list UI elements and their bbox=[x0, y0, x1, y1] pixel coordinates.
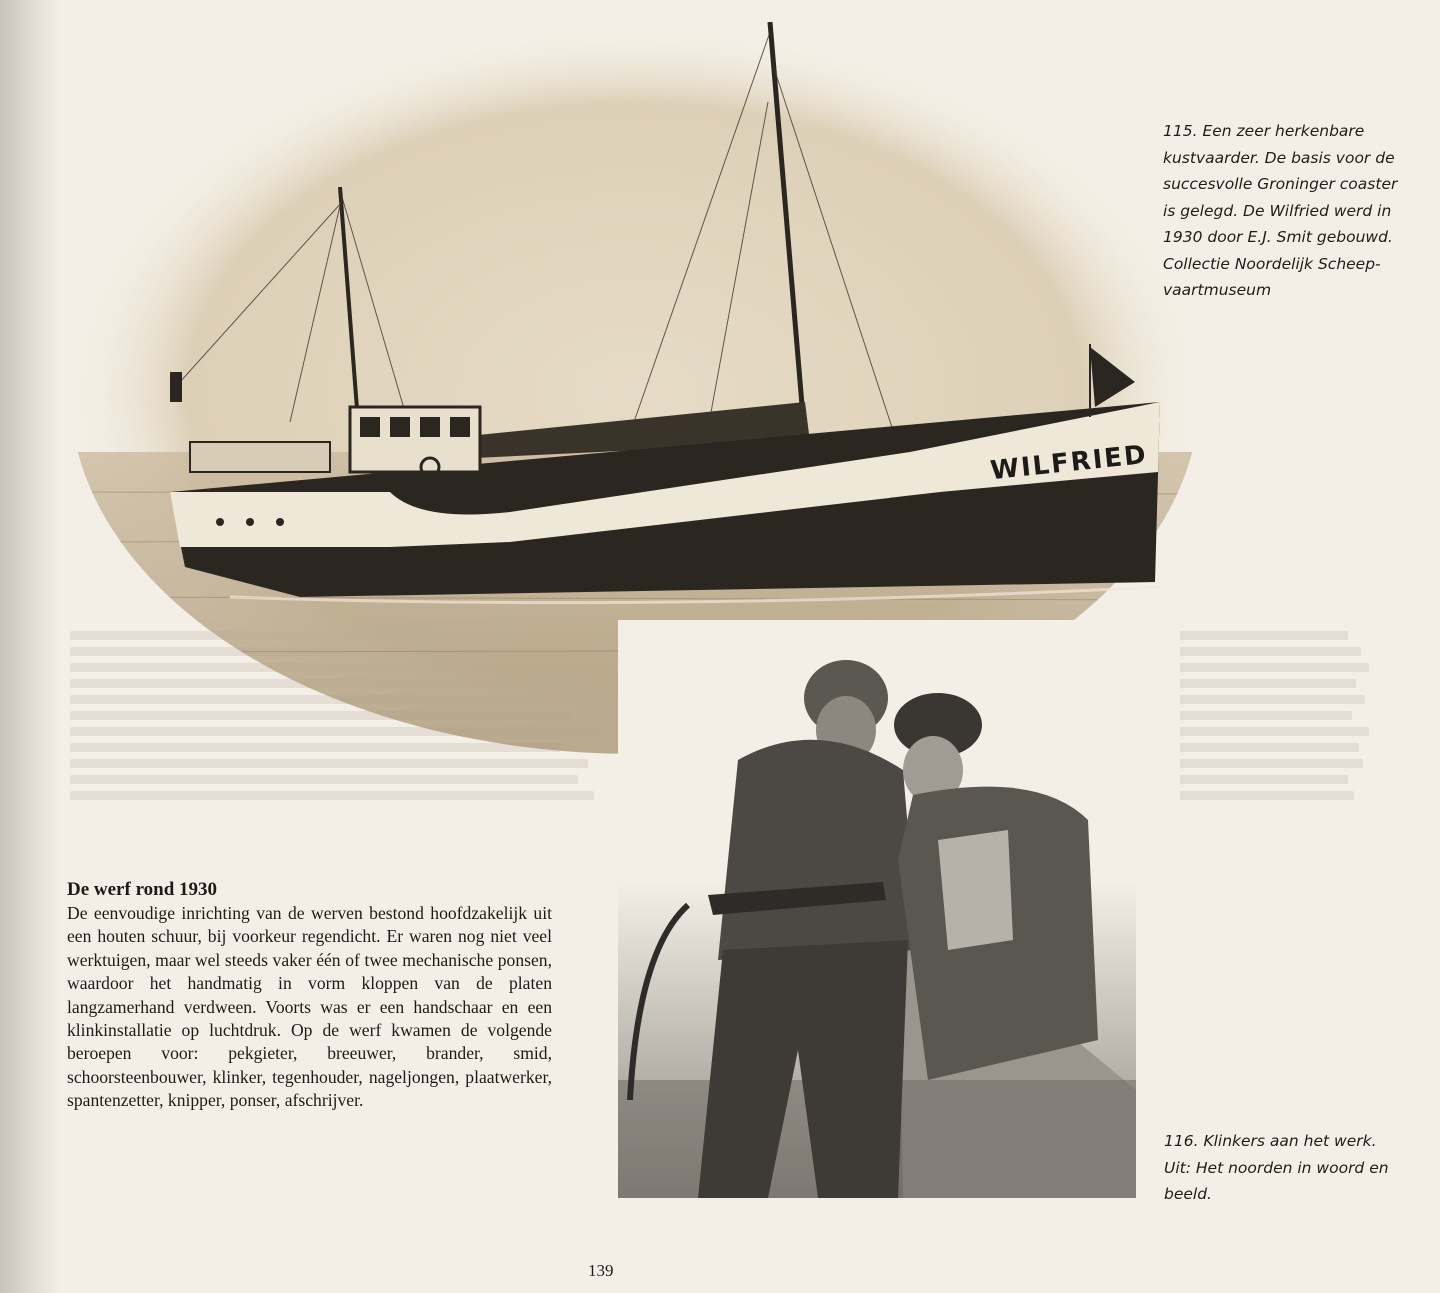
caption-line: succesvolle Groninger coaster bbox=[1163, 175, 1398, 193]
section-heading: De werf rond 1930 bbox=[67, 879, 218, 900]
caption-line: is gelegd. De Wilfried werd in bbox=[1163, 201, 1392, 220]
hull-name: WILFRIED bbox=[989, 439, 1150, 487]
section-body: De eenvoudige inrichting van de werven bestond hoofdzakelijk uit een houten schuur, bij voorkeur regendicht. Er waren nog niet veel werktuigen, maar wel steeds vaker één of twee mechanische ponsen, waardoor het handmatig in vorm kloppen van de platen langzamerhand verdween. Voorts was er een handschaar en een klinkinstallatie op luchtdruk. Op de werf kwamen de volgende beroepen voor: pekgieter, breeuwer, brander, smid, schoorsteenbouwer, klinker, tegenhouder, nageljongen, plaatwerker, spantenzetter, knipper, ponser, afschrijver. bbox=[67, 903, 552, 1111]
caption-line: Collectie Noordelijk Scheep- bbox=[1163, 254, 1381, 273]
bleed-through-right bbox=[1180, 625, 1390, 955]
caption-line: kustvaarder. De basis voor de bbox=[1163, 148, 1395, 167]
caption-line: 115. Een zeer herkenbare bbox=[1163, 122, 1365, 140]
caption-line: 116. Klinkers aan het werk. bbox=[1164, 1132, 1377, 1150]
caption-line: Uit: Het noorden in woord en bbox=[1164, 1158, 1389, 1177]
page-number: 139 bbox=[588, 1261, 614, 1280]
caption-line: vaartmuseum bbox=[1163, 281, 1272, 299]
workers-photograph bbox=[618, 620, 1136, 1198]
workers-photo-caption bbox=[1164, 1128, 1389, 1208]
page-gutter-shadow bbox=[0, 0, 60, 1293]
article-section bbox=[67, 878, 552, 1113]
ship-photo-caption bbox=[1163, 118, 1397, 304]
caption-line: beeld. bbox=[1164, 1185, 1212, 1203]
caption-line: 1930 door E.J. Smit gebouwd. bbox=[1163, 228, 1393, 246]
